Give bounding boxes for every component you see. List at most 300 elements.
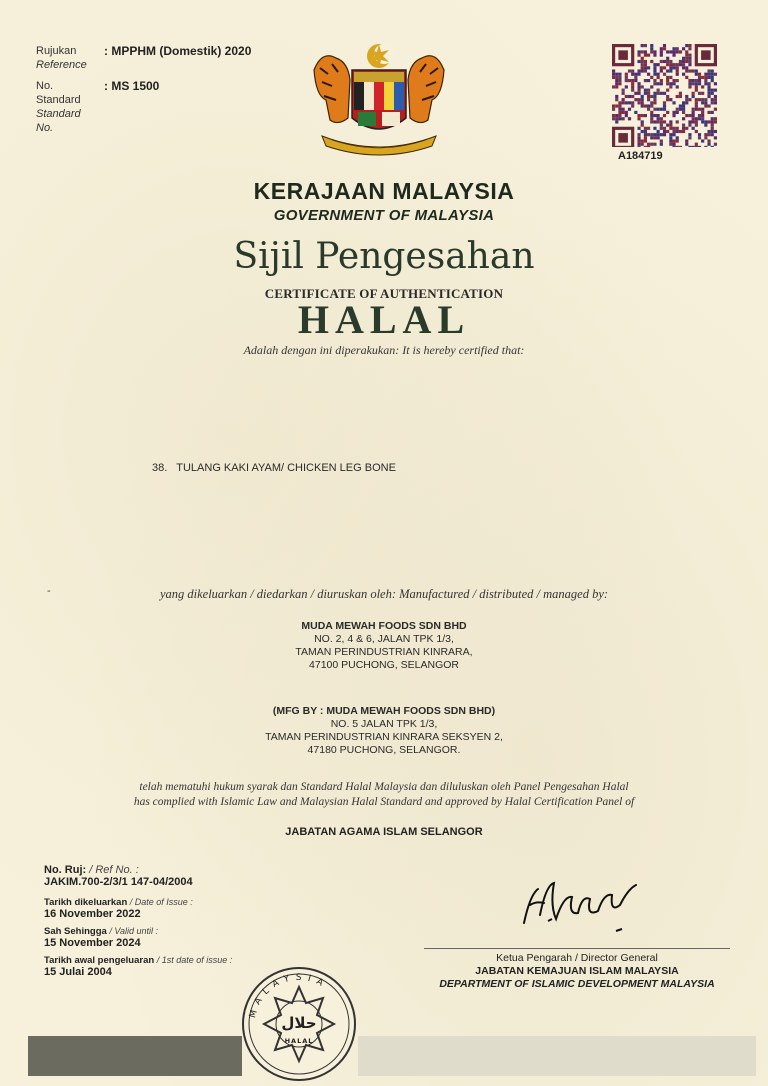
first-label-en: / 1st date of issue : — [156, 955, 233, 965]
qr-module — [669, 50, 672, 53]
qr-module — [688, 44, 691, 47]
qr-module — [692, 111, 695, 114]
qr-module — [637, 139, 640, 142]
qr-module — [695, 108, 698, 111]
signature-line — [424, 948, 730, 949]
qr-module — [618, 73, 621, 76]
qr-module — [679, 60, 682, 63]
qr-module — [698, 108, 701, 111]
qr-module — [711, 89, 714, 92]
qr-module — [692, 79, 695, 82]
qr-module — [650, 133, 653, 136]
qr-module — [644, 146, 647, 147]
qr-module — [644, 104, 647, 107]
qr-module — [660, 66, 663, 69]
qr-module — [660, 92, 663, 95]
qr-module — [666, 76, 669, 79]
qr-module — [644, 44, 647, 47]
qr-module — [672, 101, 675, 104]
qr-module — [669, 76, 672, 79]
qr-module — [688, 136, 691, 139]
qr-module — [676, 111, 679, 114]
product-item: 38. TULANG KAKI AYAM/ CHICKEN LEG BONE — [152, 462, 396, 474]
qr-module — [660, 143, 663, 146]
qr-module — [663, 127, 666, 130]
qr-module — [653, 120, 656, 123]
qr-module — [660, 108, 663, 111]
qr-module — [682, 47, 685, 50]
complied-statement-en: has complied with Islamic Law and Malaysian Halal Standard and approved by Halal Certification Panel of — [133, 796, 635, 808]
qr-module — [707, 104, 710, 107]
qr-module — [682, 124, 685, 127]
government-title-ms: KERAJAAN MALAYSIA — [253, 178, 515, 204]
qr-module — [688, 98, 691, 101]
qr-code — [612, 44, 717, 147]
qr-module — [657, 89, 660, 92]
qr-module — [707, 69, 710, 72]
certified-statement: Adalah dengan ini diperakukan: It is hereby certified that: — [243, 343, 525, 357]
qr-module — [685, 139, 688, 142]
qr-module — [641, 104, 644, 107]
qr-module — [641, 69, 644, 72]
qr-module — [657, 92, 660, 95]
company-name: MUDA MEWAH FOODS SDN BHD — [301, 620, 467, 632]
qr-module — [714, 82, 717, 85]
qr-module — [615, 76, 618, 79]
qr-module — [663, 108, 666, 111]
qr-module — [650, 44, 653, 47]
qr-module — [660, 60, 663, 63]
qr-module — [631, 79, 634, 82]
qr-module — [628, 79, 631, 82]
qr-module — [711, 73, 714, 76]
qr-module — [663, 92, 666, 95]
qr-module — [647, 95, 650, 98]
qr-module — [698, 136, 701, 139]
qr-module — [676, 146, 679, 147]
qr-module — [618, 117, 621, 120]
qr-module — [634, 73, 637, 76]
qr-module — [685, 127, 688, 130]
qr-module — [714, 136, 717, 139]
qr-module — [704, 98, 707, 101]
qr-module — [641, 143, 644, 146]
qr-module — [644, 92, 647, 95]
qr-module — [692, 108, 695, 111]
qr-module — [695, 73, 698, 76]
qr-module — [653, 101, 656, 104]
issue-date-value: 16 November 2022 — [44, 908, 141, 920]
qr-module — [707, 95, 710, 98]
qr-module — [615, 73, 618, 76]
qr-module — [650, 47, 653, 50]
qr-module — [637, 50, 640, 53]
qr-module — [644, 60, 647, 63]
seal-halal-word: HALAL — [284, 1037, 314, 1045]
qr-module — [647, 146, 650, 147]
qr-module — [641, 98, 644, 101]
qr-module — [669, 124, 672, 127]
qr-module — [688, 54, 691, 57]
qr-module — [704, 73, 707, 76]
qr-module — [653, 133, 656, 136]
qr-module — [631, 82, 634, 85]
qr-module — [714, 95, 717, 98]
qr-module — [653, 69, 656, 72]
qr-module — [634, 76, 637, 79]
qr-module — [644, 69, 647, 72]
qr-module — [657, 73, 660, 76]
qr-module — [650, 120, 653, 123]
reference-label: Rujukan Reference — [36, 45, 87, 71]
qr-module — [634, 111, 637, 114]
qr-module — [644, 133, 647, 136]
government-title-en: GOVERNMENT OF MALAYSIA — [273, 207, 495, 224]
qr-module — [676, 127, 679, 130]
qr-module — [666, 111, 669, 114]
qr-module — [647, 133, 650, 136]
qr-module — [711, 146, 714, 147]
qr-module — [682, 60, 685, 63]
qr-module — [711, 130, 714, 133]
qr-module — [676, 69, 679, 72]
qr-module — [682, 130, 685, 133]
qr-module — [669, 60, 672, 63]
qr-module — [704, 133, 707, 136]
qr-module — [688, 85, 691, 88]
qr-module — [695, 124, 698, 127]
qr-module — [711, 79, 714, 82]
qr-module — [666, 89, 669, 92]
qr-module — [650, 85, 653, 88]
qr-module — [647, 79, 650, 82]
qr-module — [657, 130, 660, 133]
qr-module — [695, 130, 698, 133]
qr-module — [663, 133, 666, 136]
qr-module — [688, 57, 691, 60]
qr-module — [647, 73, 650, 76]
ref-label-ms: No. Ruj: — [44, 864, 87, 876]
mfg-name: (MFG BY : MUDA MEWAH FOODS SDN BHD) — [272, 705, 496, 717]
qr-module — [704, 136, 707, 139]
qr-module — [631, 89, 634, 92]
qr-module — [682, 57, 685, 60]
qr-module — [707, 89, 710, 92]
qr-module — [657, 108, 660, 111]
qr-module — [660, 47, 663, 50]
company-address — [0, 620, 768, 672]
qr-module — [707, 111, 710, 114]
qr-module — [669, 69, 672, 72]
signatory-org-ms: JABATAN KEMAJUAN ISLAM MALAYSIA — [475, 965, 679, 977]
qr-module — [641, 66, 644, 69]
qr-module — [707, 133, 710, 136]
qr-module — [660, 120, 663, 123]
qr-module — [676, 79, 679, 82]
qr-module — [711, 76, 714, 79]
qr-module — [695, 120, 698, 123]
qr-module — [622, 111, 625, 114]
qr-module — [657, 114, 660, 117]
qr-module — [625, 76, 628, 79]
qr-module — [660, 117, 663, 120]
qr-module — [663, 44, 666, 47]
qr-module — [676, 47, 679, 50]
sijil-pengesahan-title: Sijil Pengesahan — [233, 236, 535, 277]
qr-module — [657, 76, 660, 79]
qr-module — [644, 66, 647, 69]
qr-module — [650, 111, 653, 114]
serial-number: A184719 — [618, 150, 663, 162]
qr-module — [650, 136, 653, 139]
qr-module — [641, 85, 644, 88]
qr-finder-pattern — [701, 50, 711, 60]
valid-until-value: 15 November 2024 — [44, 937, 141, 949]
qr-module — [695, 143, 698, 146]
qr-module — [669, 136, 672, 139]
qr-module — [653, 108, 656, 111]
qr-module — [685, 66, 688, 69]
qr-module — [666, 57, 669, 60]
qr-module — [653, 136, 656, 139]
qr-module — [701, 111, 704, 114]
qr-module — [688, 120, 691, 123]
qr-module — [663, 120, 666, 123]
qr-module — [688, 79, 691, 82]
qr-module — [650, 60, 653, 63]
qr-module — [701, 85, 704, 88]
qr-module — [641, 60, 644, 63]
qr-module — [637, 60, 640, 63]
qr-module — [657, 82, 660, 85]
qr-module — [695, 98, 698, 101]
qr-module — [679, 50, 682, 53]
qr-module — [692, 114, 695, 117]
qr-module — [641, 130, 644, 133]
qr-module — [650, 104, 653, 107]
standard-value: : MS 1500 — [104, 79, 160, 93]
qr-module — [625, 79, 628, 82]
qr-module — [660, 133, 663, 136]
qr-module — [628, 69, 631, 72]
valid-until-block — [44, 926, 158, 949]
qr-module — [707, 139, 710, 142]
qr-module — [688, 47, 691, 50]
qr-module — [666, 82, 669, 85]
qr-module — [618, 114, 621, 117]
qr-module — [637, 133, 640, 136]
qr-module — [685, 60, 688, 63]
qr-module — [657, 117, 660, 120]
qr-module — [685, 143, 688, 146]
qr-module — [682, 108, 685, 111]
qr-module — [695, 85, 698, 88]
qr-module — [622, 117, 625, 120]
qr-module — [637, 101, 640, 104]
qr-module — [660, 127, 663, 130]
qr-module — [669, 133, 672, 136]
qr-module — [707, 73, 710, 76]
qr-module — [622, 92, 625, 95]
qr-module — [663, 60, 666, 63]
qr-module — [672, 82, 675, 85]
qr-module — [660, 139, 663, 142]
qr-module — [692, 146, 695, 147]
qr-module — [672, 111, 675, 114]
qr-module — [637, 73, 640, 76]
first-label-ms: Tarikh awal pengeluaran — [44, 955, 155, 966]
qr-module — [669, 143, 672, 146]
manufactured-by-line: yang dikeluarkan / diedarkan / diuruskan oleh: Manufactured / distributed / managed by: — [159, 587, 609, 601]
qr-module — [692, 92, 695, 95]
qr-module — [653, 82, 656, 85]
qr-module — [679, 95, 682, 98]
qr-module — [622, 108, 625, 111]
qr-module — [692, 69, 695, 72]
qr-module — [688, 69, 691, 72]
qr-module — [663, 66, 666, 69]
issuing-authority: JABATAN AGAMA ISLAM SELANGOR — [285, 826, 483, 838]
qr-module — [647, 108, 650, 111]
qr-module — [631, 104, 634, 107]
qr-module — [682, 104, 685, 107]
qr-module — [695, 104, 698, 107]
qr-module — [647, 104, 650, 107]
qr-module — [641, 101, 644, 104]
qr-module — [676, 136, 679, 139]
qr-module — [695, 101, 698, 104]
qr-module — [647, 89, 650, 92]
qr-module — [653, 127, 656, 130]
qr-module — [676, 130, 679, 133]
qr-module — [653, 54, 656, 57]
qr-module — [660, 54, 663, 57]
qr-module — [644, 130, 647, 133]
qr-module — [682, 73, 685, 76]
qr-module — [707, 76, 710, 79]
qr-module — [669, 98, 672, 101]
qr-module — [701, 98, 704, 101]
coat-of-arms-emblem — [308, 40, 450, 158]
qr-module — [714, 130, 717, 133]
qr-module — [637, 54, 640, 57]
qr-module — [688, 63, 691, 66]
qr-module — [695, 79, 698, 82]
qr-module — [631, 69, 634, 72]
qr-module — [679, 63, 682, 66]
qr-module — [637, 98, 640, 101]
qr-module — [685, 95, 688, 98]
qr-module — [695, 69, 698, 72]
qr-module — [711, 117, 714, 120]
qr-module — [685, 44, 688, 47]
qr-module — [644, 89, 647, 92]
qr-module — [688, 133, 691, 136]
date-of-issue-block — [44, 897, 193, 920]
qr-module — [711, 124, 714, 127]
qr-module — [637, 85, 640, 88]
qr-module — [711, 111, 714, 114]
qr-module — [612, 104, 615, 107]
qr-module — [641, 139, 644, 142]
qr-module — [707, 92, 710, 95]
qr-module — [641, 114, 644, 117]
qr-module — [676, 108, 679, 111]
qr-module — [692, 95, 695, 98]
qr-module — [714, 117, 717, 120]
qr-module — [707, 120, 710, 123]
qr-module — [711, 127, 714, 130]
qr-module — [669, 82, 672, 85]
qr-module — [650, 143, 653, 146]
qr-module — [672, 146, 675, 147]
qr-module — [637, 127, 640, 130]
qr-module — [672, 79, 675, 82]
company-address-line2: TAMAN PERINDUSTRIAN KINRARA, — [295, 646, 473, 658]
qr-module — [711, 92, 714, 95]
standard-label: No. Standard Standard No. — [36, 80, 81, 134]
qr-module — [711, 120, 714, 123]
qr-module — [714, 143, 717, 146]
qr-module — [698, 133, 701, 136]
qr-module — [647, 143, 650, 146]
qr-module — [669, 127, 672, 130]
qr-module — [647, 66, 650, 69]
qr-module — [711, 101, 714, 104]
qr-module — [666, 69, 669, 72]
valid-label-en: / Valid until : — [109, 926, 159, 936]
qr-module — [714, 89, 717, 92]
qr-module — [698, 114, 701, 117]
qr-module — [698, 79, 701, 82]
qr-module — [707, 85, 710, 88]
qr-module — [682, 127, 685, 130]
qr-module — [679, 130, 682, 133]
qr-module — [704, 124, 707, 127]
qr-module — [647, 54, 650, 57]
qr-module — [701, 108, 704, 111]
qr-module — [660, 50, 663, 53]
qr-module — [669, 66, 672, 69]
qr-module — [650, 117, 653, 120]
qr-module — [688, 124, 691, 127]
qr-module — [615, 104, 618, 107]
qr-module — [660, 82, 663, 85]
qr-module — [644, 63, 647, 66]
qr-module — [650, 50, 653, 53]
mfg-address-line2: TAMAN PERINDUSTRIAN KINRARA SEKSYEN 2, — [265, 731, 503, 743]
reference-number-block — [44, 864, 193, 888]
qr-module — [615, 114, 618, 117]
seal-ring-text: MALAYSIA — [248, 972, 330, 1020]
qr-module — [628, 108, 631, 111]
qr-module — [714, 108, 717, 111]
qr-module — [698, 92, 701, 95]
qr-module — [679, 92, 682, 95]
qr-module — [660, 69, 663, 72]
qr-module — [714, 73, 717, 76]
qr-module — [657, 136, 660, 139]
company-address-line3: 47100 PUCHONG, SELANGOR — [309, 659, 459, 671]
qr-module — [672, 133, 675, 136]
qr-module — [685, 114, 688, 117]
qr-module — [679, 104, 682, 107]
qr-module — [618, 82, 621, 85]
qr-module — [641, 124, 644, 127]
qr-module — [641, 57, 644, 60]
qr-module — [641, 63, 644, 66]
qr-module — [711, 98, 714, 101]
